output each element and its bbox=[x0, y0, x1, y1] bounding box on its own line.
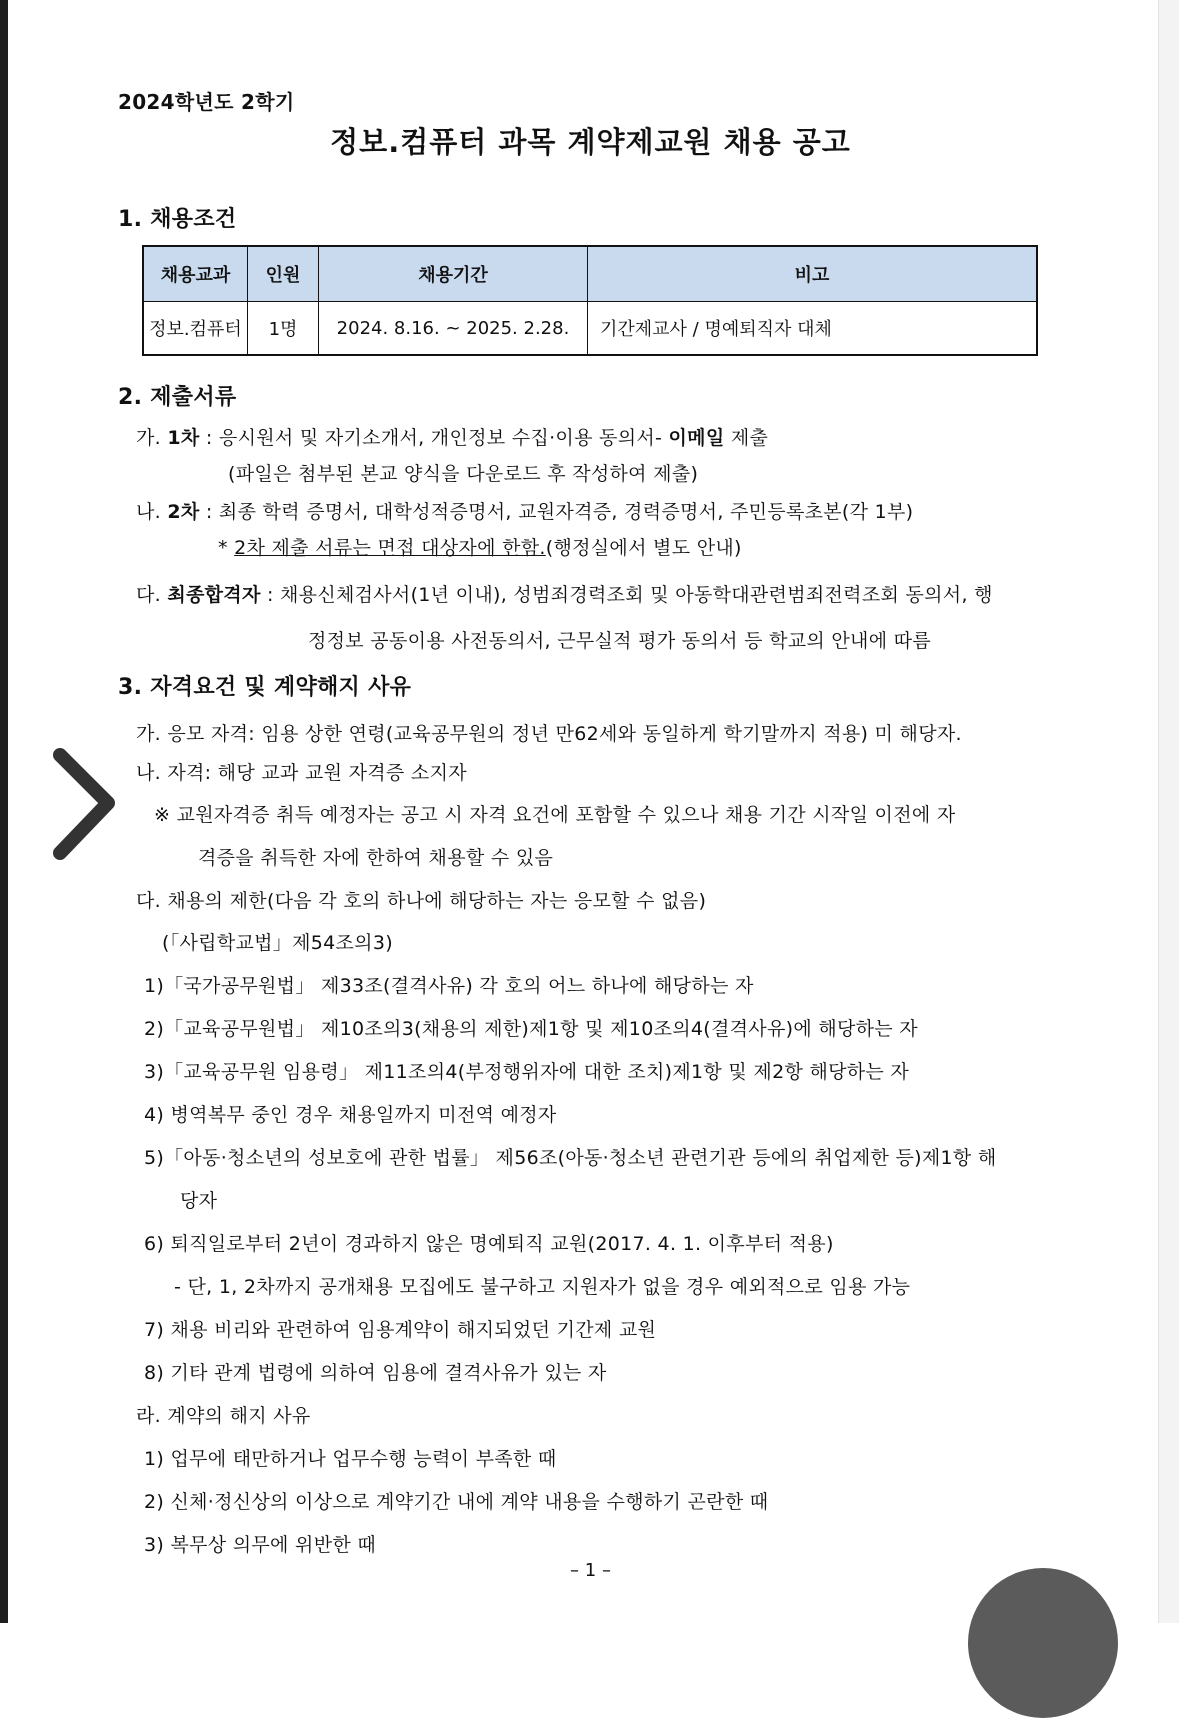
docs-final-cont: 정정보 공동이용 사전동의서, 근무실적 평가 동의서 등 학교의 안내에 따름 bbox=[308, 630, 932, 652]
table-cell: 정보.컴퓨터 bbox=[143, 302, 248, 356]
docs-round2-note bbox=[218, 533, 742, 560]
table-header-row bbox=[143, 246, 1037, 302]
note-mark: * bbox=[218, 537, 235, 559]
table-header-cell: 비고 bbox=[588, 246, 1038, 302]
qualification-age: 가. 응모 자격: 임용 상한 연령(교육공무원의 정년 만62세와 동일하게 학기말까지 적용) 미 해당자. bbox=[136, 723, 962, 745]
table-header-cell: 채용기간 bbox=[319, 246, 588, 302]
recruitment-table bbox=[142, 245, 1038, 356]
list-item: 3) 복무상 의무에 위반한 때 bbox=[144, 1534, 376, 1556]
list-item: 8) 기타 관계 법령에 의하여 임용에 결격사유가 있는 자 bbox=[144, 1362, 607, 1384]
chevron-right-icon bbox=[48, 745, 118, 865]
page-number: – 1 – bbox=[570, 1560, 611, 1581]
next-page-arrow[interactable] bbox=[48, 745, 118, 865]
table-row bbox=[143, 302, 1037, 356]
section1-heading: 1. 채용조건 bbox=[118, 207, 237, 232]
section3-heading: 3. 자격요건 및 계약해지 사유 bbox=[118, 675, 412, 700]
term-label: 2024학년도 2학기 bbox=[118, 90, 295, 114]
list-item: 2)「교육공무원법」 제10조의3(채용의 제한)제1항 및 제10조의4(결격사유)에 해당하는 자 bbox=[144, 1018, 918, 1040]
qualification-license: 나. 자격: 해당 교과 교원 자격증 소지자 bbox=[136, 762, 467, 784]
list-item: 6) 퇴직일로부터 2년이 경과하지 않은 명예퇴직 교원(2017. 4. 1. 이후부터 적용) bbox=[144, 1233, 834, 1255]
round1-text: : 응시원서 및 자기소개서, 개인정보 수집·이용 동의서- bbox=[199, 427, 669, 449]
docs-round1 bbox=[136, 423, 768, 450]
section2-heading: 2. 제출서류 bbox=[118, 385, 237, 410]
round2-text: : 최종 학력 증명서, 대학성적증명서, 교원자격증, 경력증명서, 주민등록초본(각 1부) bbox=[199, 501, 914, 523]
list-item: 1)「국가공무원법」 제33조(결격사유) 각 호의 어느 하나에 해당하는 자 bbox=[144, 975, 754, 997]
table-header-cell: 인원 bbox=[248, 246, 319, 302]
list-item: 3)「교육공무원 임용령」 제11조의4(부정행위자에 대한 조치)제1항 및 제2항 해당하는 자 bbox=[144, 1061, 910, 1083]
license-note-cont: 격증을 취득한 자에 한하여 채용할 수 있음 bbox=[198, 847, 554, 869]
table-cell: 기간제교사 / 명예퇴직자 대체 bbox=[588, 302, 1038, 356]
docs-final bbox=[136, 580, 993, 607]
docs-round1-sub: (파일은 첨부된 본교 양식을 다운로드 후 작성하여 제출) bbox=[228, 463, 699, 485]
list-item: 2) 신체·정신상의 이상으로 계약기간 내에 계약 내용을 수행하기 곤란한 때 bbox=[144, 1491, 769, 1513]
list-item-cont: 당자 bbox=[180, 1190, 218, 1212]
table-header-cell: 채용교과 bbox=[143, 246, 248, 302]
list-marker: 가. bbox=[136, 427, 168, 449]
note-underline: 2차 제출 서류는 면접 대상자에 한함. bbox=[234, 537, 546, 559]
termination-heading: 라. 계약의 해지 사유 bbox=[136, 1405, 311, 1427]
round1-label: 1차 bbox=[167, 427, 200, 449]
note-rest: (행정실에서 별도 안내) bbox=[545, 537, 742, 559]
page-title: 정보.컴퓨터 과목 계약제교원 채용 공고 bbox=[330, 125, 851, 159]
viewer-right-edge bbox=[1158, 0, 1179, 1623]
email-label: 이메일 bbox=[668, 427, 725, 449]
list-marker: 나. bbox=[136, 501, 168, 523]
license-note: ※ 교원자격증 취득 예정자는 공고 시 자격 요건에 포함할 수 있으나 채용 기간 시작일 이전에 자 bbox=[154, 804, 956, 826]
restriction-law: (「사립학교법」제54조의3) bbox=[162, 932, 393, 954]
table-cell: 1명 bbox=[248, 302, 319, 356]
final-text: : 채용신체검사서(1년 이내), 성범죄경력조회 및 아동학대관련범죄전력조회 동의서, 행 bbox=[260, 584, 993, 606]
final-label: 최종합격자 bbox=[167, 584, 261, 606]
list-item: 1) 업무에 태만하거나 업무수행 능력이 부족한 때 bbox=[144, 1448, 557, 1470]
list-marker: 다. bbox=[136, 584, 168, 606]
docs-round2 bbox=[136, 497, 913, 524]
restriction-heading: 다. 채용의 제한(다음 각 호의 하나에 해당하는 자는 응모할 수 없음) bbox=[136, 890, 707, 912]
floating-action-button[interactable] bbox=[968, 1568, 1118, 1718]
round2-label: 2차 bbox=[167, 501, 200, 523]
list-item: 7) 채용 비리와 관련하여 임용계약이 해지되었던 기간제 교원 bbox=[144, 1319, 657, 1341]
round1-text-end: 제출 bbox=[724, 427, 769, 449]
list-item: 4) 병역복무 중인 경우 채용일까지 미전역 예정자 bbox=[144, 1104, 557, 1126]
list-item: 5)「아동·청소년의 성보호에 관한 법률」 제56조(아동·청소년 관련기관 등에의 취업제한 등)제1항 해 bbox=[144, 1147, 997, 1169]
viewer-left-edge bbox=[0, 0, 8, 1623]
table-cell: 2024. 8.16. ~ 2025. 2.28. bbox=[319, 302, 588, 356]
list-item-sub: - 단, 1, 2차까지 공개채용 모집에도 불구하고 지원자가 없을 경우 예외적으로 임용 가능 bbox=[174, 1276, 911, 1298]
